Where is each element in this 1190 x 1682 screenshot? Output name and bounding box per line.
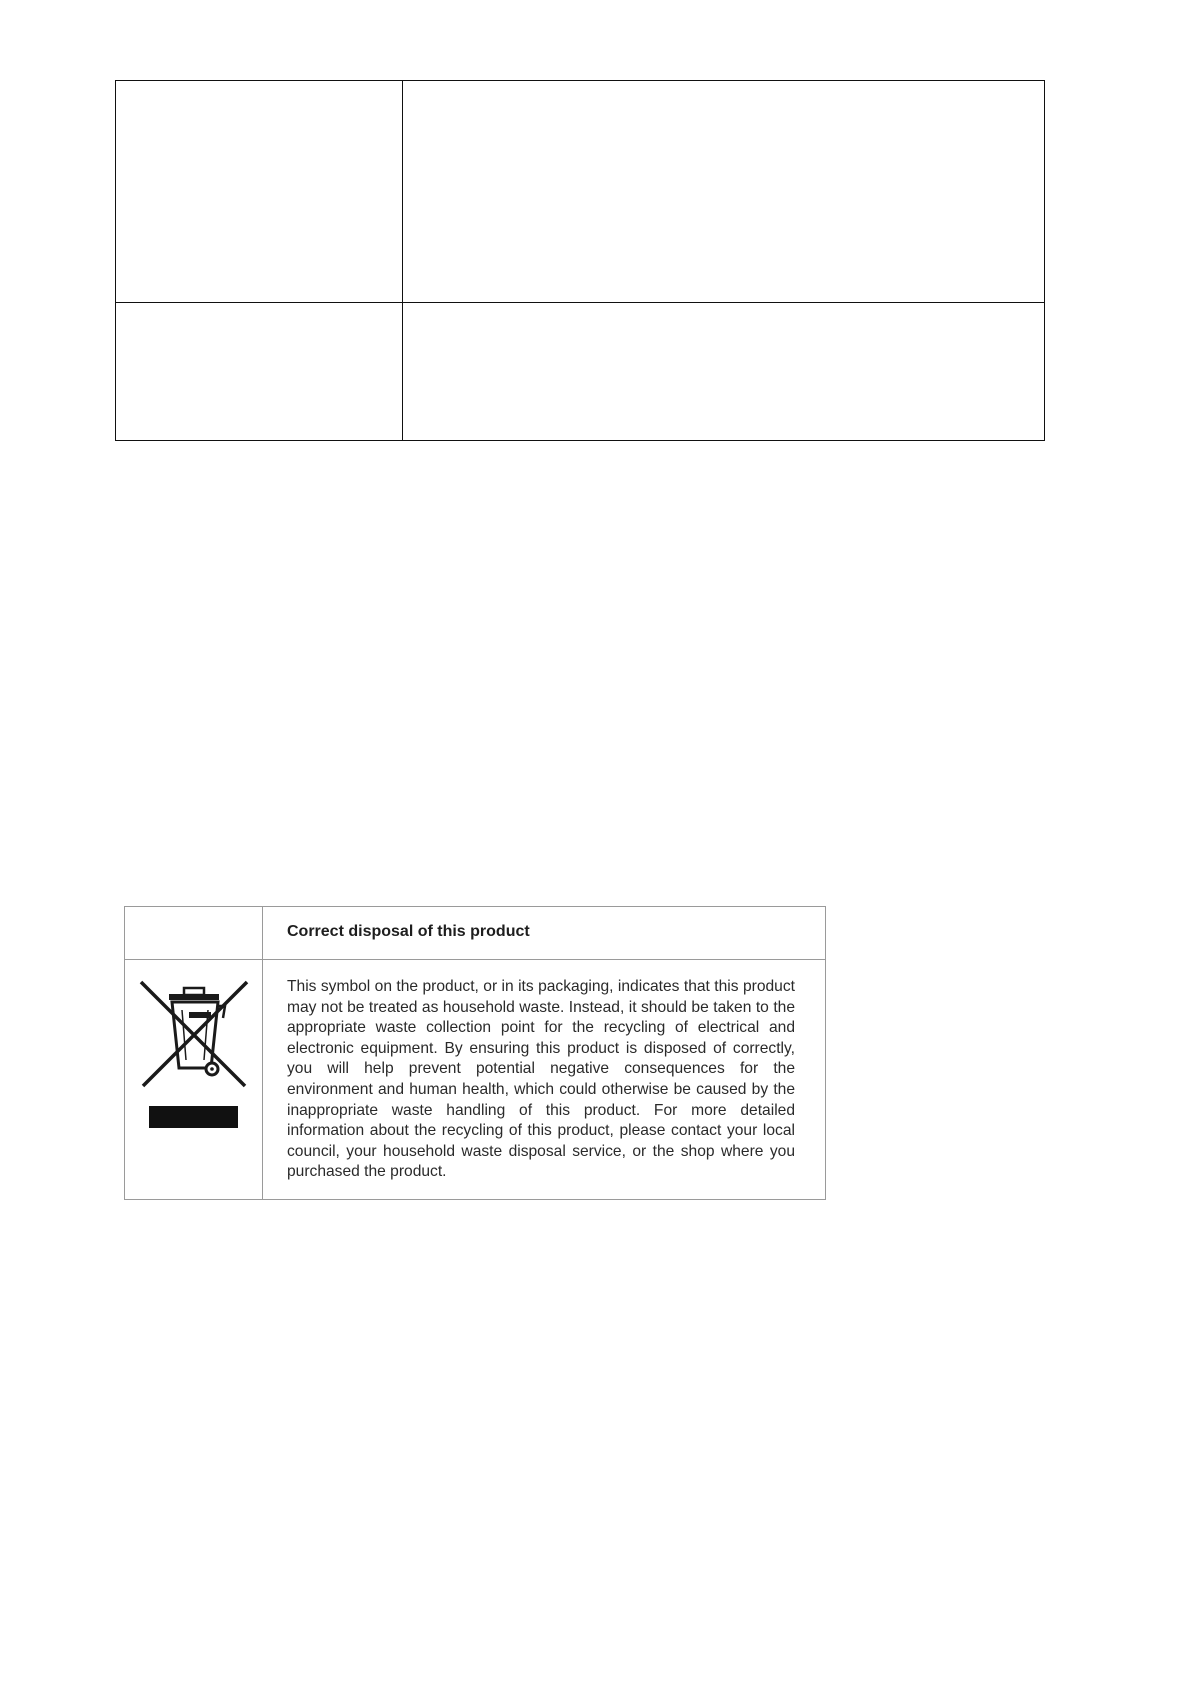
top-table xyxy=(115,80,1045,441)
disposal-header-row xyxy=(125,907,826,960)
table-cell xyxy=(403,303,1045,441)
table-row xyxy=(116,81,1045,303)
weee-icon-cell xyxy=(125,960,263,1200)
table-cell xyxy=(116,303,403,441)
table-row xyxy=(116,303,1045,441)
disposal-body-row xyxy=(125,960,826,1200)
disposal-notice xyxy=(124,906,826,1200)
table-cell xyxy=(403,81,1045,303)
table-cell xyxy=(116,81,403,303)
weee-crossed-out-bin-icon xyxy=(139,976,251,1132)
header-empty-cell xyxy=(125,907,263,960)
disposal-body-text: This symbol on the product, or in its packaging, indicates that this product may not be treated as household waste. Instead, it should be taken to the appropriate waste collection point for the recycling of electrical and electronic equipment. By ensuring this product is disposed of correctly, you will help prevent potential negative consequences for the environment and human health, which could otherwise be caused by the inappropriate waste handling of this product. For more detailed information about the recycling of this product, please contact your local council, your household waste disposal service, or the shop where you purchased the product. xyxy=(263,960,826,1200)
disposal-title: Correct disposal of this product xyxy=(263,907,826,960)
